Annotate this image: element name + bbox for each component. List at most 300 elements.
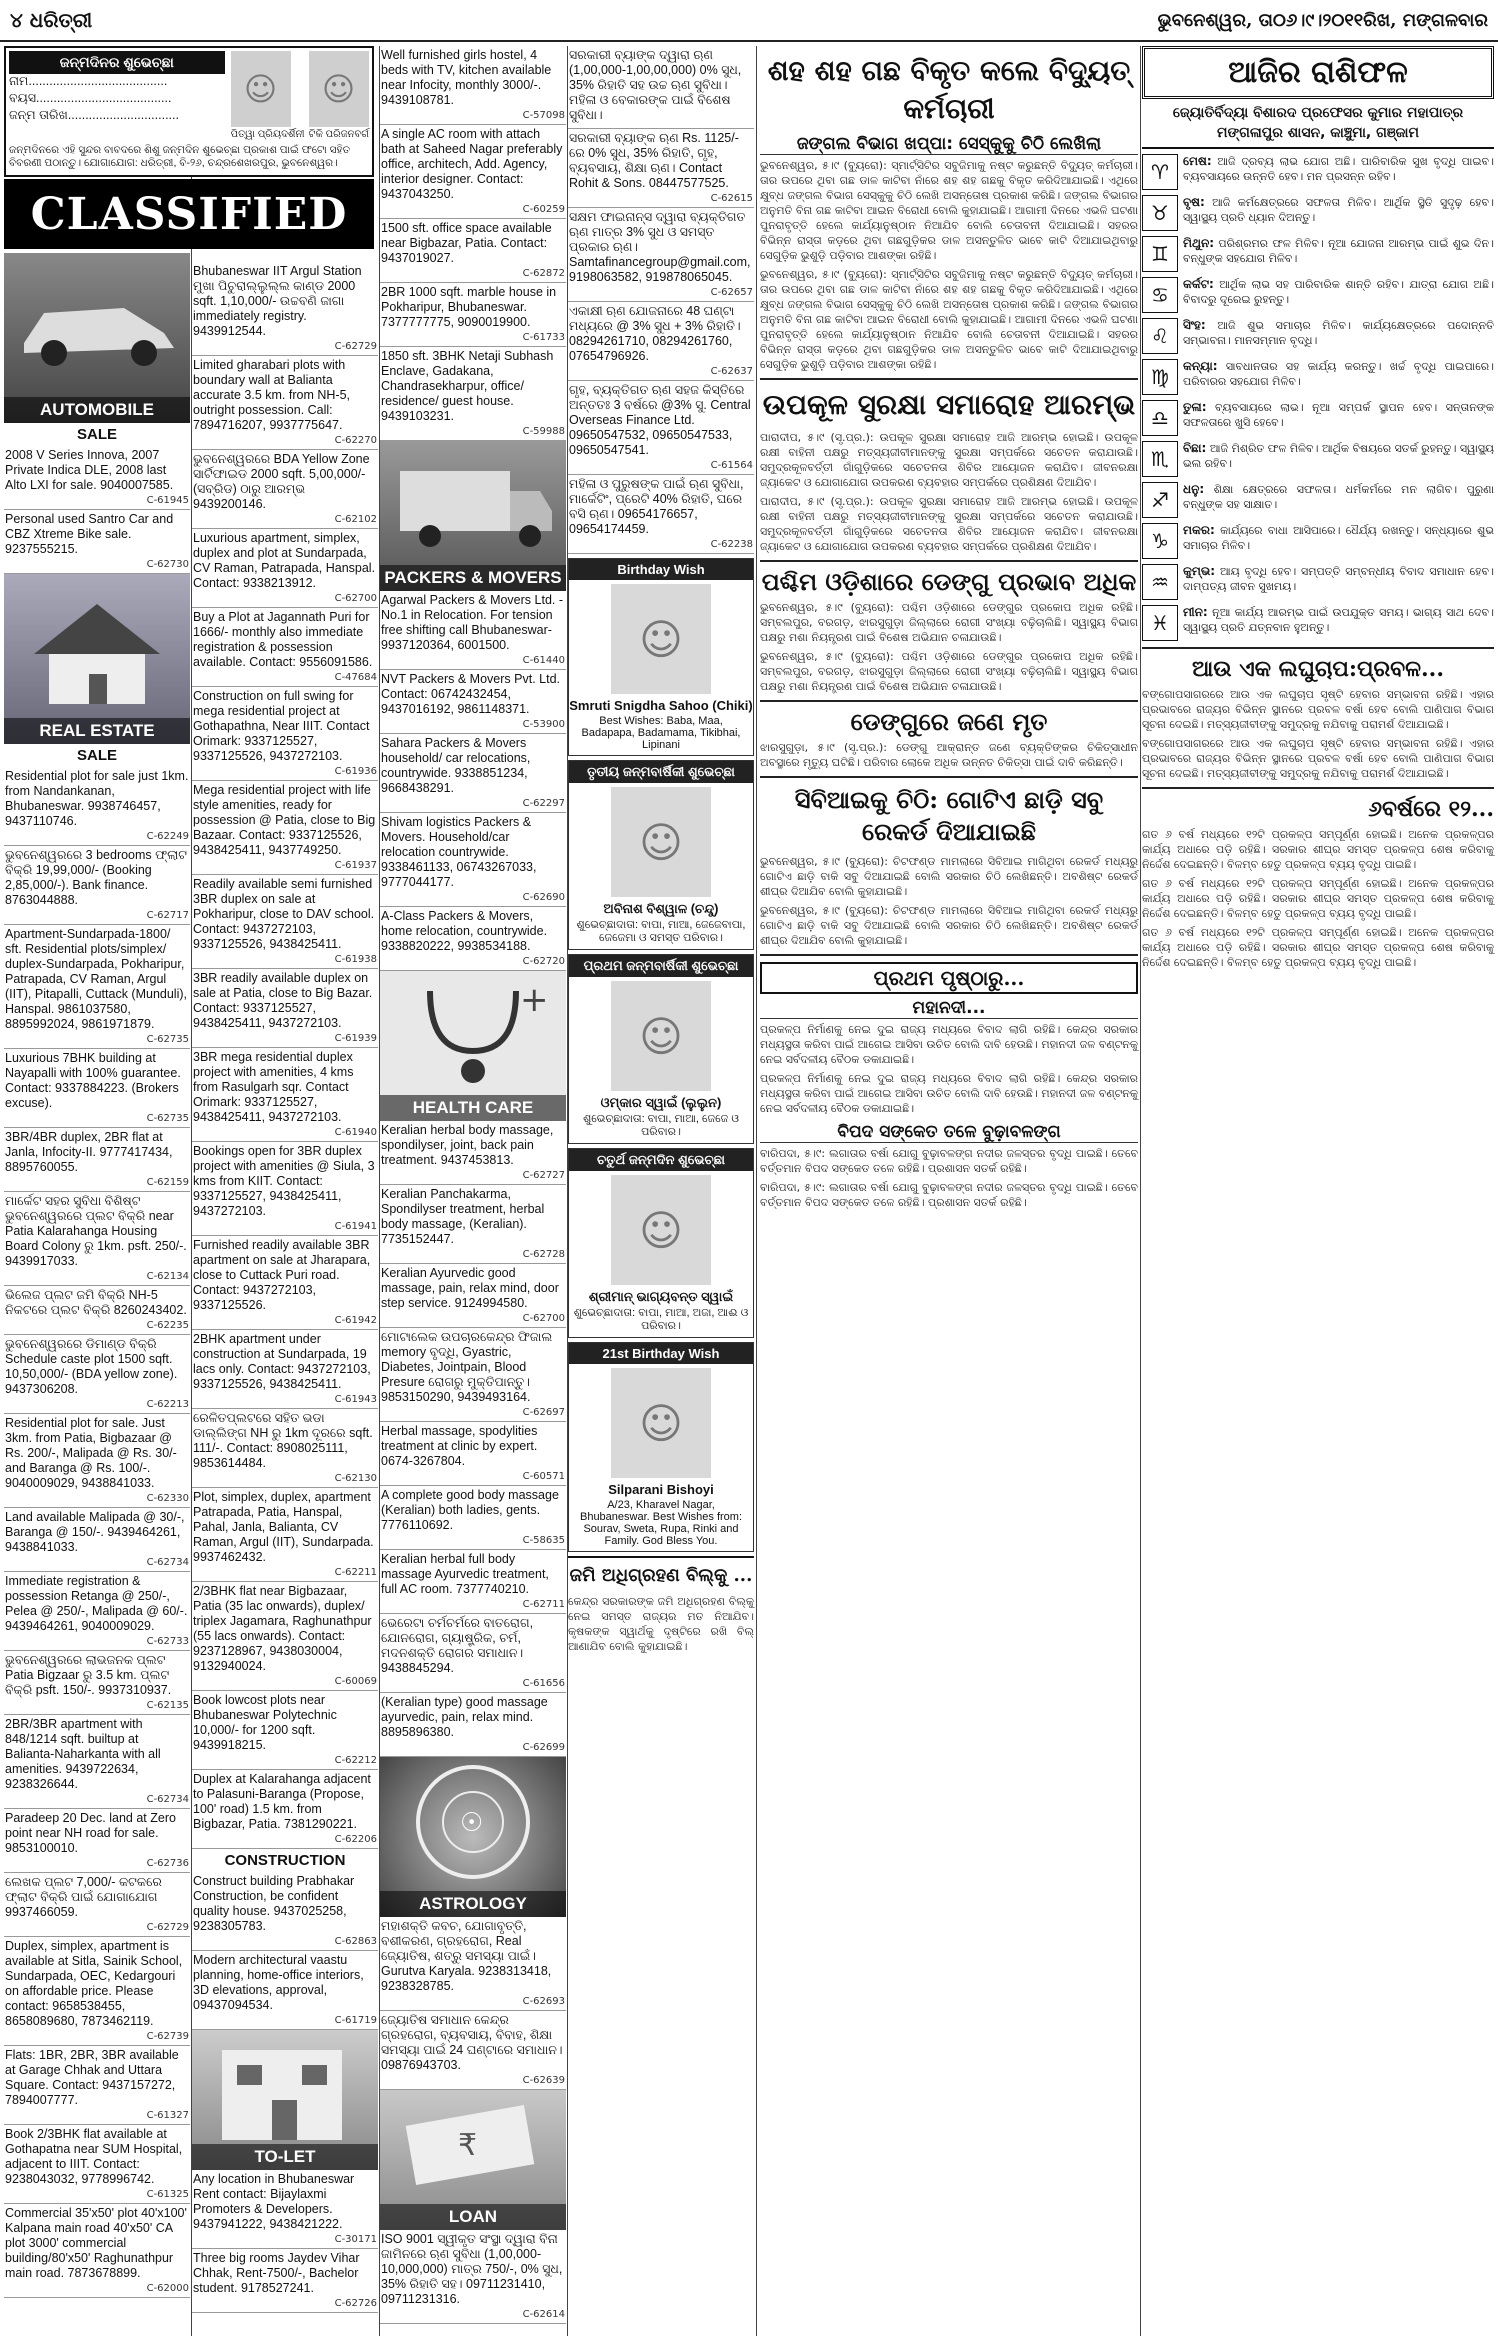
ad-code: C-59988 — [522, 426, 565, 437]
ad-text: Agarwal Packers & Movers Ltd. - No.1 in Relocation. For tension free shifting call Bhubaneswar- 9937120364, 6001500. — [381, 593, 564, 652]
ad-text: Residential plot for sale. Just 3km. from Patia, Bigbazaar @ Rs. 200/-, Malipada @ Rs. 30/- and Baranga @ Rs. 100/-. 9040009029, 9438841033. — [5, 1416, 177, 1490]
classified-ad — [192, 262, 378, 356]
classified-ad — [380, 283, 566, 347]
ad-text: Luxurious 7BHK building at Nayapalli with 100% guarantee. Contact: 9337884223. (Brokers excuse). — [5, 1051, 181, 1110]
zodiac-prediction: ଆର୍ଥିକ ଲାଭ ସହ ପାରିବାରିକ ଶାନ୍ତି ରହିବ। ଯାତ୍ରା ଯୋଗ ଅଛି। ବିବାଦରୁ ଦୂରେଇ ରୁହନ୍ତୁ। — [1183, 278, 1495, 306]
classified-ad — [380, 1486, 566, 1550]
ad-code: C-60069 — [334, 1676, 377, 1687]
house-icon — [4, 574, 190, 714]
zodiac-entry — [1142, 154, 1494, 190]
ad-text: ମହିଳା ଓ ପୁରୁଷଙ୍କ ପାଇଁ ଋଣ ସୁବିଧା, ମାର୍କେଟିଂ, ପ୍ରେଟି 40% ରିହାତି, ଘରେ ବସି ଋଣ। 09654176657, 09654174459. — [569, 477, 744, 536]
ad-text: ସକ୍ଷମ ଫାଇନାନ୍ସ ଦ୍ୱାରା ବ୍ୟକ୍ତିଗତ ଋଣ ମାତ୍ର 3% ସୁଧ ଓ ସମସ୍ତ ପ୍ରକାର ଋଣ। Samtafinancegroup@gmail.com, 9198063582, 919878065045. — [569, 210, 751, 284]
to-let-image — [192, 2030, 378, 2170]
real-estate-image — [4, 574, 190, 744]
classified-ad — [192, 1770, 378, 1849]
ad-code: C-62735 — [146, 1034, 189, 1045]
classified-ad — [380, 1693, 566, 1757]
birthday-form — [4, 46, 374, 177]
astrology-image — [380, 1757, 566, 1917]
zodiac-name: କନ୍ୟା: — [1183, 359, 1218, 373]
divider — [1142, 787, 1494, 789]
zodiac-name: ଧନୁ: — [1183, 482, 1205, 496]
classified-ad — [380, 1264, 566, 1328]
ad-text: Commercial 35'x50' plot 40'x100' Kalpana main road 40'x50' CA plot 3000' commercial building/80'x50' Raghunathpur main road. 7873678899. — [5, 2206, 187, 2280]
ad-text: ଭିଲେଜ ପ୍ଲଟ ଜମି ବିକ୍ରି NH-5 ନିକଟରେ ପ୍ଲଟ ବିକ୍ରି 8260243402. — [5, 1288, 187, 1317]
classified-ad — [192, 875, 378, 969]
story1-subhead: ଜଙ୍ଗଲ ବିଭାଗ ଖପ୍ପା: ସେସ୍କୁକୁ ଚିଠି ଲେଖିଲା — [760, 134, 1138, 155]
ad-code: C-62330 — [146, 1493, 189, 1504]
classified-ad — [380, 2011, 566, 2090]
ad-text: ଜ୍ୟୋତିଷ ସମାଧାନ କେନ୍ଦ୍ର ଗ୍ରହରୋଗ, ବ୍ୟବସାୟ, ବିବାହ, ଶିକ୍ଷା ସମସ୍ୟା ପାଇଁ 24 ଘଣ୍ଟାରେ ସମାଧାନ। 09876943703. — [381, 2013, 563, 2072]
ad-text: ମୋଟାଲେକ ଉପଚାରକେନ୍ଦ୍ର ଫିଜାଲ memory ବୃଦ୍ଧି, Gyastric, Diabetes, Jointpain, Blood Presure ରୋଗରୁ ମୁକ୍ତିପାନ୍ତୁ। 9853150290, 9439493164. — [381, 1330, 553, 1404]
wish-name: ଅବିନାଶ ବିଶ୍ୱାଳ (ଚନ୍ଦୁ) — [603, 901, 719, 916]
zodiac-name: ସିଂହ: — [1183, 318, 1206, 332]
ad-code: C-62130 — [334, 1473, 377, 1484]
ad-code: C-62615 — [710, 193, 753, 204]
rashifal-column — [1142, 46, 1494, 2336]
zodiac-sign-icon: ♐ — [1142, 482, 1178, 518]
zodiac-sign-icon: ♎ — [1142, 400, 1178, 436]
zodiac-prediction: ବ୍ୟବସାୟରେ ଲାଭ। ନୂଆ ସମ୍ପର୍କ ସ୍ଥାପନ ହେବ। ସନ୍ତାନଙ୍କ ସଫଳତାରେ ଖୁସି ହେବେ। — [1183, 401, 1495, 429]
classified-ad — [380, 1550, 566, 1614]
building-icon — [192, 2030, 378, 2150]
ad-text: 1500 sft. office space available near Bigbazar, Patia. Contact: 9437019027. — [381, 221, 552, 265]
zodiac-sign-icon: ♊ — [1142, 236, 1178, 272]
zodiac-text — [1183, 482, 1494, 518]
ad-code: C-62717 — [146, 910, 189, 921]
birthday-wish-card — [568, 558, 754, 756]
wish-title: ପ୍ରଥମ ଜନ୍ମବାର୍ଷିକୀ ଶୁଭେଚ୍ଛା — [569, 955, 753, 977]
sale-heading: SALE — [76, 426, 117, 443]
zodiac-entry — [1142, 564, 1494, 600]
classified-ad — [568, 129, 754, 208]
currency-icon — [380, 2090, 566, 2200]
dateline: ଭୁବନେଶ୍ୱର, ତା୦୬।୯।୨୦୧୧ରିଖ, ମଙ୍ଗଳବାର — [1157, 9, 1488, 31]
page-label: ୪ ଧରିତ୍ରୀ — [10, 8, 93, 32]
land-notice-body: କେନ୍ଦ୍ର ସରକାରଙ୍କ ଜମି ଅଧିଗ୍ରହଣ ବିଲ୍କୁ ନେଇ ସମସ୍ତ ରାଜ୍ୟର ମତ ନିଆଯିବ। କୃଷକଙ୍କ ସ୍ୱାର୍ଥକୁ ଦୃଷ୍ଟିରେ ରଖି ବିଲ୍ ଆଣାଯିବ ବୋଲି କୁହାଯାଇଛି। — [568, 1595, 754, 1653]
classified-ad — [192, 1691, 378, 1770]
ad-text: ସରକାରୀ ବ୍ୟାଙ୍କ ଋଣ Rs. 1125/- ରେ 0% ସୁଧ, 35% ରିହାତି, ଗୃହ, ବ୍ୟବସାୟ, ଶିକ୍ଷା ଋଣ। Contact Rohit & Sons. 08447577525. — [569, 131, 739, 190]
ad-text: Limited gharabari plots with boundary wall at Balianta accurate 3.5 km. from NH-5, outright possession. Call: 7894716207, 9937775647. — [193, 358, 350, 432]
ad-code: C-62657 — [710, 287, 753, 298]
zodiac-entry — [1142, 318, 1494, 354]
zodiac-text — [1183, 400, 1494, 436]
zodiac-text — [1183, 236, 1494, 272]
ad-text: 3BR/4BR duplex, 2BR flat at Janla, Infocity-II. 9777417434, 8895760055. — [5, 1130, 173, 1174]
story5-body: ଭୁବନେଶ୍ୱର, ୫।୯ (ବ୍ୟୁରୋ): ଚିଟଫଣ୍ଡ ମାମଲାରେ ସିବିଆଇ ମାଗିଥିବା ରେକର୍ଡ ମଧ୍ୟରୁ ଗୋଟିଏ ଛାଡ଼ି ବାକି ସବୁ ଦିଆଯାଇଛି ବୋଲି ସରକାର ଚିଠି ଲେଖିଛନ୍ତି। ଅବଶିଷ୍ଟ ରେକର୍ଡ ଶୀଘ୍ର ଦିଆଯିବ ବୋଲି କୁହାଯାଇଛି। — [760, 904, 1138, 947]
ad-text: ଭୁବନେଶ୍ୱରରେ ଡିମାଣ୍ଡ ବିକ୍ରି Schedule caste plot 1500 sqft. 10,50,000/- (BDA yellow zone). 9437306208. — [5, 1337, 178, 1396]
zodiac-entry — [1142, 605, 1494, 641]
classified-ad — [192, 356, 378, 450]
classified-ad — [192, 2249, 378, 2313]
classified-ad — [380, 813, 566, 907]
story2-headline: ଉପକୂଳ ସୁରକ୍ଷା ସମାରୋହ ଆରମ୍ଭ — [762, 388, 1136, 421]
wish-name: ଶ୍ରୀମାନ୍ ଭାଗ୍ୟବନ୍ତ ସ୍ୱାଇଁ — [588, 1289, 734, 1304]
ad-code: C-62693 — [522, 1996, 565, 2007]
svg-text:₹: ₹ — [458, 2128, 478, 2163]
classified-ad — [4, 1937, 190, 2046]
ad-text: Flats: 1BR, 2BR, 3BR available at Garage Chhak and Uttara Square. Contact: 9437157272, 7894007777. — [5, 2048, 179, 2107]
zodiac-text — [1183, 605, 1494, 641]
automobile-image — [4, 253, 190, 423]
ad-code: C-62639 — [522, 2075, 565, 2086]
ad-text: Furnished readily available 3BR apartment on sale at Jharapara, close to Cuttack Puri road. Contact: 9437272103, 9337125526. — [193, 1238, 371, 1312]
zodiac-sign-icon: ♈ — [1142, 154, 1178, 190]
birthday-form-title: ଜନ୍ମଦିନର ଶୁଭେଚ୍ଛା — [9, 51, 225, 74]
svg-text:+: + — [520, 980, 549, 1020]
zodiac-name: କୁମ୍ଭ: — [1183, 564, 1216, 578]
ad-code: C-62735 — [146, 1113, 189, 1124]
wish-sub: ଶୁଭେଚ୍ଛାଦାତା: ବାପା, ମାଆ, ଜେଜେ ଓ ପରିବାର। — [583, 1113, 739, 1138]
rashifal-title: ଆଜିର ରାଶିଫଳ — [1142, 46, 1494, 99]
column-rule — [1140, 46, 1141, 2336]
ad-text: ସରକାରୀ ବ୍ୟାଙ୍କ ଦ୍ୱାରା ଋଣ (1,00,000-1,00,00,000) 0% ସୁଧ, 35% ରିହାତି ସହ ଉଚ୍ଚ ଋଣ ସୁବିଧା। ମହିଳା ଓ ବେକାରଙ୍କ ପାଇଁ ବିଶେଷ ସୁବିଧା। — [569, 48, 742, 122]
ad-code: C-62727 — [522, 1170, 565, 1181]
ad-code: C-62238 — [710, 539, 753, 550]
story3-body: ଭୁବନେଶ୍ୱର, ୫।୯ (ବ୍ୟୁରୋ): ପଶ୍ଚିମ ଓଡ଼ିଶାରେ ଡେଙ୍ଗୁର ପ୍ରକୋପ ଅଧିକ ରହିଛି। ସମ୍ବଲପୁର, ବରଗଡ଼, ଝାରସୁଗୁଡ଼ା ଜିଲ୍ଲାରେ ରୋଗୀ ସଂଖ୍ୟା ବଢ଼ିଚାଲିଛି। ସ୍ୱାସ୍ଥ୍ୟ ବିଭାଗ ପକ୍ଷରୁ ମଶା ନିୟନ୍ତ୍ରଣ ପାଇଁ ବିଶେଷ ଅଭିଯାନ ଚଳାଯାଉଛି। — [760, 650, 1138, 693]
story1-body: ଭୁବନେଶ୍ୱର, ୫।୯ (ବ୍ୟୁରୋ): ସ୍ମାର୍ଟ୍‌ସିଟିର ସବୁଜିମାକୁ ନଷ୍ଟ କରୁଛନ୍ତି ବିଦ୍ୟୁତ୍ କର୍ମଚାରୀ। ତାର ଉପରେ ଥିବା ଗଛ ଡାଳ କାଟିବା ନାଁରେ ଶହ ଶହ ଗଛକୁ ବିକୃତ କରିଦିଆଯାଇଛି। ଏଥିରେ କ୍ଷୁବ୍ଧ ଜଙ୍ଗଲ ବିଭାଗ ସେସ୍କୁକୁ ଚିଠି ଲେଖି ଅସନ୍ତୋଷ ପ୍ରକାଶ କରିଛି। ଜଙ୍ଗଲ ବିଭାଗର ଅନୁମତି ବିନା ଗଛ କାଟିବା ଆଇନ ବିରୋଧୀ ବୋଲି କୁହାଯାଇଛି। ଆଗାମୀ ଦିନରେ ଏଭଳି ଘଟଣା ପୁନରାବୃତ୍ତି ହେଲେ କାର୍ଯ୍ୟାନୁଷ୍ଠାନ ନିଆଯିବ ବୋଲି ଚେତାବନୀ ଦିଆଯାଇଛି। ସହରର ବିଭିନ୍ନ ରାସ୍ତା କଡ଼ରେ ଥିବା ଗଛଗୁଡ଼ିକର ଡାଳ ଅସନ୍ତୁଳିତ ଭାବେ କାଟି ଦିଆଯାଇଥିବାରୁ ସେଗୁଡ଼ିକ ଭୁଶୁଡ଼ି ପଡ଼ିବାର ଆଶଙ୍କା ରହିଛି। — [760, 268, 1138, 371]
ad-text: Buy a Plot at Jagannath Puri for 1666/- monthly also immediate registration & possession available. Contact: 9556091586. — [193, 610, 373, 669]
health-care-image — [380, 971, 566, 1121]
ad-code: C-62614 — [522, 2309, 565, 2320]
ad-text: Duplex at Kalarahanga adjacent to Palasuni-Baranga (Propose, 100' road) 1.5 km. from Bigbazar, Patia. 7381290221. — [193, 1772, 371, 1831]
ad-code: C-60571 — [522, 1471, 565, 1482]
classified-ad — [192, 2170, 378, 2249]
wish-name: Smruti Snigdha Sahoo (Chiki) — [569, 698, 753, 713]
ad-code: C-62213 — [146, 1399, 189, 1410]
classified-ad — [380, 219, 566, 283]
classified-ad — [192, 1048, 378, 1142]
ad-code: C-30171 — [334, 2234, 377, 2245]
jump-body: ପ୍ରକଳ୍ପ ନିର୍ମାଣକୁ ନେଇ ଦୁଇ ରାଜ୍ୟ ମଧ୍ୟରେ ବିବାଦ ଲାଗି ରହିଛି। କେନ୍ଦ୍ର ସରକାର ମଧ୍ୟସ୍ଥତା କରିବା ପାଇଁ ଆଗେଇ ଆସିବା ଉଚିତ ବୋଲି ଦାବି ହେଉଛି। ମହାନଦୀ ଜଳ ବଣ୍ଟନକୁ ନେଇ ସର୍ବଦଳୀୟ ବୈଠକ ଡକାଯାଇଛି। — [760, 1072, 1138, 1115]
ad-text: Keralian herbal body massage, spondilyser, joint, back pain treatment. 9437453813. — [381, 1123, 554, 1167]
ad-text: 2008 V Series Innova, 2007 Private Indica DLE, 2008 last Alto LXI for sale. 9040007585. — [5, 448, 174, 492]
ad-code: C-62711 — [522, 1599, 565, 1610]
ad-code: C-62734 — [146, 1794, 189, 1805]
classified-ad — [4, 2046, 190, 2125]
automobile-label: AUTOMOBILE — [4, 397, 190, 423]
car-icon — [4, 253, 190, 393]
ad-code: C-62102 — [334, 514, 377, 525]
person-photo: ☺ — [611, 1368, 711, 1478]
story3-headline: ପଶ୍ଚିମ ଓଡ଼ିଶାରେ ଡେଙ୍ଗୁ ପ୍ରଭାବ ଅଧିକ — [761, 567, 1137, 596]
ad-text: Sahara Packers & Movers household/ car relocations, countrywide. 9338851234, 9668438291. — [381, 736, 531, 795]
classified-ad — [380, 125, 566, 219]
ad-text: 3BR mega residential duplex project with amenities, 4 kms from Rasulgarh sqr. Contact Orimark: 9337125527, 9438425411, 9437272103. — [193, 1050, 354, 1124]
photo-caption: ଟିକି ପରିଜନବର୍ଗ — [308, 129, 369, 140]
divider — [760, 954, 1138, 956]
classified-ad — [380, 1121, 566, 1185]
ad-code: C-61719 — [334, 2015, 377, 2026]
ad-text: ମହାଶକ୍ତି କବଚ, ଯୋଗାବୃତ୍ତି, ବଶୀକରଣ, ଗ୍ରହରୋଗ, Real ଜ୍ୟୋତିଷ, ଶତ୍ରୁ ସମସ୍ୟା ପାଇଁ। Gurutva Karyala. 9238313418, 9238328785. — [381, 1919, 552, 1993]
ad-code: C-61941 — [334, 1221, 377, 1232]
jump-heading: ପ୍ରଥମ ପୃଷ୍ଠାରୁ... — [760, 962, 1138, 994]
story1-headline: ଶହ ଶହ ଗଛ ବିକୃତ କଲେ ବିଦ୍ୟୁତ୍ କର୍ମଚାରୀ — [767, 54, 1131, 125]
wish-name: Silparani Bishoyi — [608, 1482, 714, 1497]
ad-code: C-62211 — [334, 1567, 377, 1578]
ad-code: C-61656 — [522, 1678, 565, 1689]
ad-code: C-62297 — [522, 798, 565, 809]
ad-code: C-61564 — [710, 460, 753, 471]
classified-ad — [4, 1414, 190, 1508]
column-rule — [756, 46, 757, 2336]
stethoscope-icon — [380, 971, 566, 1091]
classified-ad — [192, 608, 378, 687]
child-photo: ☺ — [611, 787, 711, 897]
zodiac-text — [1183, 277, 1494, 313]
classified-ad — [192, 1409, 378, 1488]
ad-text: Mega residential project with life style amenities, ready for possession @ Patia, close to Big Bazaar. Contact: 9337125526, 9438425411, 9437749250. — [193, 783, 376, 857]
wish-title: 21st Birthday Wish — [569, 1343, 753, 1364]
ad-code: C-62135 — [146, 1700, 189, 1711]
classified-ad — [4, 1715, 190, 1809]
zodiac-entry — [1142, 482, 1494, 518]
classified-ad — [4, 1049, 190, 1128]
classified-ad — [192, 1142, 378, 1236]
ad-code: C-62700 — [522, 1313, 565, 1324]
ad-code: C-62699 — [522, 1742, 565, 1753]
ad-code: C-61942 — [334, 1315, 377, 1326]
land-notice-title: ଜମି ଅଧିଗ୍ରହଣ ବିଲ୍କୁ ... — [569, 1565, 753, 1586]
sale-heading: SALE — [76, 747, 117, 764]
ad-text: Land available Malipada @ 30/-, Baranga @ 150/-. 9439464261, 9438841033. — [5, 1510, 185, 1554]
ad-code: C-60259 — [522, 204, 565, 215]
ad-text: Bookings open for 3BR duplex project with amenities @ Siula, 3 kms from KIIT. Contact: 9337125527, 9438425411, 9437272103. — [193, 1144, 375, 1218]
story-body: ଗତ ୬ ବର୍ଷ ମଧ୍ୟରେ ୧୨ଟି ପ୍ରକଳ୍ପ ସମ୍ପୂର୍ଣ୍ଣ ହୋଇଛି। ଅନେକ ପ୍ରକଳ୍ପର କାର୍ଯ୍ୟ ଅଧାରେ ପଡ଼ି ରହିଛି। ସରକାର ଶୀଘ୍ର ସମସ୍ତ ପ୍ରକଳ୍ପ ଶେଷ କରିବାକୁ ନିର୍ଦ୍ଦେଶ ଦେଇଛନ୍ତି। ବିଳମ୍ବ ହେତୁ ପ୍ରକଳ୍ପ ବ୍ୟୟ ବୃଦ୍ଧି ପାଇଛି। — [1142, 877, 1494, 920]
classified-banner: CLASSIFIED — [4, 179, 374, 249]
form-note: ଜନ୍ମଦିନରେ ଏହି ସୁନ୍ଦର ବାବଦରେ ଶିଶୁ ଜନ୍ମଦିନ ଶୁଭେଚ୍ଛା ପ୍ରକାଶ ପାଇଁ ଫଟୋ ସହିତ ବିବରଣୀ ପଠାନ୍ତୁ। ଯୋଗାଯୋଗ: ଧରିତ୍ରୀ, ବି-୨୬, ଚନ୍ଦ୍ରଶେଖରପୁର, ଭୁବନେଶ୍ୱର। — [9, 144, 351, 169]
ad-code: C-62734 — [146, 1557, 189, 1568]
ad-code: C-62697 — [522, 1407, 565, 1418]
ad-code: C-62739 — [146, 2031, 189, 2042]
ad-code: C-62249 — [146, 831, 189, 842]
classified-ad — [4, 767, 190, 846]
zodiac-entry — [1142, 359, 1494, 395]
zodiac-entry — [1142, 523, 1494, 559]
classified-ad — [568, 475, 754, 554]
zodiac-prediction: ଆଜି ଦ୍ରବ୍ୟ ଲାଭ ଯୋଗ ଅଛି। ପାରିବାରିକ ସୁଖ ବୃଦ୍ଧି ପାଇବ। ବ୍ୟବସାୟରେ ଉନ୍ନତି ହେବ। ମନ ପ୍ରସନ୍ନ ରହିବ। — [1183, 155, 1494, 183]
classified-ad — [192, 1488, 378, 1582]
classified-ad — [380, 1328, 566, 1422]
news-column — [760, 46, 1138, 2336]
wish-title: Birthday Wish — [569, 559, 753, 580]
classified-ad — [380, 1917, 566, 2011]
astrology-label: ASTROLOGY — [380, 1891, 566, 1917]
zodiac-text — [1183, 564, 1494, 600]
weather-body: ବଙ୍ଗୋପସାଗରରେ ଆଉ ଏକ ଲଘୁଚାପ ସୃଷ୍ଟି ହେବାର ସମ୍ଭାବନା ରହିଛି। ଏହାର ପ୍ରଭାବରେ ରାଜ୍ୟର ବିଭିନ୍ନ ସ୍ଥାନରେ ପ୍ରବଳ ବର୍ଷା ହେବ ବୋଲି ପାଣିପାଗ ବିଭାଗ ସୂଚନା ଦେଇଛି। ମତ୍ସ୍ୟଜୀବୀଙ୍କୁ ସମୁଦ୍ରକୁ ନଯିବାକୁ ପରାମର୍ଶ ଦିଆଯାଇଛି। — [1142, 688, 1494, 731]
zodiac-name: ବୃଷ: — [1183, 195, 1205, 209]
classified-ad — [4, 925, 190, 1049]
classified-ad — [192, 1582, 378, 1691]
zodiac-prediction: ପରିଶ୍ରମର ଫଳ ମିଳିବ। ନୂଆ ଯୋଜନା ଆରମ୍ଭ ପାଇଁ ଶୁଭ ଦିନ। ବନ୍ଧୁଙ୍କ ସହଯୋଗ ମିଳିବ। — [1183, 237, 1494, 265]
classified-ad — [380, 347, 566, 441]
ad-text: 3BR readily available duplex on sale at Patia, close to Big Bazar. Contact: 9337125527, 9438425411, 9437272103. — [193, 971, 373, 1030]
wish-sub: ଶୁଭେଚ୍ଛାଦାତା: ବାପା, ମାଆ, ଅଜା, ଆଈ ଓ ପରିବାର। — [573, 1307, 749, 1332]
classified-ad — [380, 591, 566, 670]
ad-code: C-62872 — [522, 268, 565, 279]
ad-text: Three big rooms Jaydev Vihar Chhak, Rent-7500/-, Bachelor student. 9178527241. — [193, 2251, 360, 2295]
wish-sub: Best Wishes: Baba, Maa, Badapapa, Badamama, Tikibhai, Lipinani — [581, 715, 741, 751]
ad-text: 2/3BHK flat near Bigbazaar, Patia (35 lac onwards), duplex/ triplex Jagamara, Raghunathpur (55 lacs onwards). Contact: 9237128967, 9438030004, 9132940024. — [193, 1584, 372, 1673]
classified-ad — [4, 1873, 190, 1937]
ad-code: C-61940 — [334, 1127, 377, 1138]
ad-code: C-62730 — [146, 559, 189, 570]
ad-code: C-62270 — [334, 435, 377, 446]
classified-ad — [380, 734, 566, 813]
zodiac-prediction: କାର୍ଯ୍ୟରେ ବାଧା ଆସିପାରେ। ଧୈର୍ଯ୍ୟ ରଖନ୍ତୁ। ସନ୍ଧ୍ୟାରେ ଶୁଭ ସମାଚାର ମିଳିବ। — [1183, 524, 1495, 552]
child-photo: ☺ — [611, 1175, 711, 1285]
ad-text: ISO 9001 ସ୍ୱୀକୃତ ସଂସ୍ଥା ଦ୍ୱାରା ବିନା ଜାମିନରେ ଋଣ ସୁବିଧା (1,00,000-10,000,000) ମାତ୍ର 750/-, 0% ସୁଧ, 35% ରିହାତି ସହ। 09711231410, 09711231316. — [381, 2232, 563, 2306]
child-photo: ☺ — [611, 981, 711, 1091]
wish-title: ତୃତୀୟ ଜନ୍ମବାର୍ଷିକୀ ଶୁଭେଚ୍ଛା — [569, 761, 753, 783]
zodiac-sign-icon: ♓ — [1142, 605, 1178, 641]
zodiac-sign-icon: ♍ — [1142, 359, 1178, 395]
classified-ad — [4, 1128, 190, 1192]
ad-text: Modern architectural vaastu planning, home-office interiors, 3D elevations, approval, 09437094534. — [193, 1953, 364, 2012]
divider — [760, 378, 1138, 380]
jump2-body: ବାରିପଦା, ୫।୯: ଲଗାତାର ବର୍ଷା ଯୋଗୁ ବୁଢ଼ାବଳଙ୍ଗ ନଦୀର ଜଳସ୍ତର ବୃଦ୍ଧି ପାଇଛି। ତେବେ ବର୍ତ୍ତମାନ ବିପଦ ସଙ୍କେତ ତଳେ ରହିଛି। ପ୍ରଶାସନ ସତର୍କ ରହିଛି। — [760, 1147, 1138, 1175]
divider — [760, 700, 1138, 702]
ad-text: Keralian herbal full body massage Ayurvedic treatment, full AC room. 7377740210. — [381, 1552, 549, 1596]
ad-text: Keralian Ayurvedic good massage, pain, relax mind, door step service. 9124994580. — [381, 1266, 559, 1310]
story2-body: ପାରାଦୀପ, ୫।୯ (ସୃ.ପ୍ର.): ଉପକୂଳ ସୁରକ୍ଷା ସମାରୋହ ଆଜି ଆରମ୍ଭ ହୋଇଛି। ଉପକୂଳ ରକ୍ଷୀ ବାହିନୀ ପକ୍ଷରୁ ମତ୍ସ୍ୟଜୀବୀମାନଙ୍କୁ ସୁରକ୍ଷା ସମ୍ପର୍କରେ ସଚେତନ କରାଯାଉଛି। ସମୁଦ୍ରକୂଳବର୍ତ୍ତୀ ଗାଁଗୁଡ଼ିକରେ ସଚେତନତା ଶିବିର ଆୟୋଜନ କରାଯିବ। ଜୀବନରକ୍ଷା ଜ୍ୟାକେଟ ଓ ଯୋଗାଯୋଗ ଉପକରଣ ବ୍ୟବହାର ସମ୍ପର୍କରେ ପ୍ରଶିକ୍ଷଣ ଦିଆଯିବ। — [760, 431, 1138, 489]
ad-text: ମାର୍କେଟ ସହର ସୁବିଧା ବିଶିଷ୍ଟ ଭୁବନେଶ୍ୱରରେ ପ୍ଲଟ ବିକ୍ରି near Patia Kalarahanga Housing Board Colony ରୁ 1km. psft. 250/-. 9439917033. — [5, 1194, 187, 1268]
classified-ad — [380, 1185, 566, 1264]
ad-text: Paradeep 20 Dec. land at Zero point near NH road for sale. 9853100010. — [5, 1811, 176, 1855]
loan-label: LOAN — [380, 2204, 566, 2230]
classified-ad — [380, 46, 566, 125]
ad-code: C-62690 — [522, 892, 565, 903]
zodiac-name: ତୁଳା: — [1183, 400, 1207, 414]
classified-ad — [380, 1422, 566, 1486]
child-photo: ☺ — [231, 51, 291, 127]
ad-text: Readily available semi furnished 3BR duplex on sale at Pokharipur, close to DAV school. Contact: 9437272103, 9337125526, 9438425411. — [193, 877, 375, 951]
classified-column-4 — [568, 46, 754, 2336]
zodiac-name: ମେଷ: — [1183, 154, 1212, 168]
ad-code: C-62000 — [146, 2283, 189, 2294]
land-notice — [568, 1556, 754, 1654]
form-field-dob: ଜନ୍ମ ତାରିଖ................................ — [9, 108, 179, 122]
ad-text: ଭୁବନେଶ୍ୱରରେ ଲାଭଜନକ ପ୍ଲଟ Patia Bigzaar ରୁ 3.5 km. ପ୍ଲଟ ବିକ୍ରି psft. 150/-. 9937310937. — [5, 1653, 172, 1697]
divider — [760, 560, 1138, 562]
ad-code: C-61937 — [334, 860, 377, 871]
zodiac-name: ବିଛା: — [1183, 441, 1207, 455]
zodiac-wheel-icon — [380, 1757, 566, 1892]
classified-ad — [192, 529, 378, 608]
health-care-label: HEALTH CARE — [380, 1095, 566, 1121]
classified-ad — [4, 1286, 190, 1335]
wish-title: ଚତୁର୍ଥ ଜନ୍ମଦିନ ଶୁଭେଚ୍ଛା — [569, 1149, 753, 1171]
ad-code: C-61945 — [146, 495, 189, 506]
story-body: ଗତ ୬ ବର୍ଷ ମଧ୍ୟରେ ୧୨ଟି ପ୍ରକଳ୍ପ ସମ୍ପୂର୍ଣ୍ଣ ହୋଇଛି। ଅନେକ ପ୍ରକଳ୍ପର କାର୍ଯ୍ୟ ଅଧାରେ ପଡ଼ି ରହିଛି। ସରକାର ଶୀଘ୍ର ସମସ୍ତ ପ୍ରକଳ୍ପ ଶେଷ କରିବାକୁ ନିର୍ଦ୍ଦେଶ ଦେଇଛନ୍ତି। ବିଳମ୍ବ ହେତୁ ପ୍ରକଳ୍ପ ବ୍ୟୟ ବୃଦ୍ଧି ପାଇଛି। — [1142, 926, 1494, 969]
ad-text: ଭେରେଟା ଚର୍ମଚର୍ମରେ ବାତରୋଗ, ଯୋନରୋଗ, ଗ୍ୟାଷ୍ଟ୍ରିକ, ଚର୍ମ, ମଦନଶକ୍ତି ରୋଗର ସମାଧାନ। 9438845294. — [381, 1616, 534, 1675]
ad-code: C-61733 — [522, 332, 565, 343]
zodiac-text — [1183, 359, 1494, 395]
ad-code: C-61327 — [146, 2110, 189, 2121]
ad-code: C-58635 — [522, 1535, 565, 1546]
zodiac-entry — [1142, 441, 1494, 477]
classified-ad — [4, 1508, 190, 1572]
birthday-wish-card — [568, 760, 754, 950]
ad-code: C-61943 — [334, 1394, 377, 1405]
ad-text: Plot, simplex, duplex, apartment Patrapada, Patia, Hanspal, Pahal, Janla, Balianta, CV Raman, Argul (IIT), Sundarpada. 9937462432. — [193, 1490, 374, 1564]
ad-text: Book lowcost plots near Bhubaneswar Polytechnic 10,000/- for 1200 sqft. 9439918215. — [193, 1693, 337, 1752]
child-photo: ☺ — [309, 51, 369, 127]
form-field-name: ନାମ........................................ — [9, 74, 168, 88]
classified-ad — [568, 381, 754, 475]
classified-ad — [192, 969, 378, 1048]
story1-body: ଭୁବନେଶ୍ୱର, ୫।୯ (ବ୍ୟୁରୋ): ସ୍ମାର୍ଟ୍‌ସିଟିର ସବୁଜିମାକୁ ନଷ୍ଟ କରୁଛନ୍ତି ବିଦ୍ୟୁତ୍ କର୍ମଚାରୀ। ତାର ଉପରେ ଥିବା ଗଛ ଡାଳ କାଟିବା ନାଁରେ ଶହ ଶହ ଗଛକୁ ବିକୃତ କରିଦିଆଯାଇଛି। ଏଥିରେ କ୍ଷୁବ୍ଧ ଜଙ୍ଗଲ ବିଭାଗ ସେସ୍କୁକୁ ଚିଠି ଲେଖି ଅସନ୍ତୋଷ ପ୍ରକାଶ କରିଛି। ଜଙ୍ଗଲ ବିଭାଗର ଅନୁମତି ବିନା ଗଛ କାଟିବା ଆଇନ ବିରୋଧୀ ବୋଲି କୁହାଯାଇଛି। ଆଗାମୀ ଦିନରେ ଏଭଳି ଘଟଣା ପୁନରାବୃତ୍ତି ହେଲେ କାର୍ଯ୍ୟାନୁଷ୍ଠାନ ନିଆଯିବ ବୋଲି ଚେତାବନୀ ଦିଆଯାଇଛି। ସହରର ବିଭିନ୍ନ ରାସ୍ତା କଡ଼ରେ ଥିବା ଗଛଗୁଡ଼ିକର ଡାଳ ଅସନ୍ତୁଳିତ ଭାବେ କାଟି ଦିଆଯାଇଥିବାରୁ ସେଗୁଡ଼ିକ ଭୁଶୁଡ଼ି ପଡ଼ିବାର ଆଶଙ୍କା ରହିଛି। — [760, 159, 1138, 262]
rashifal-author: ଜ୍ୟୋତିର୍ବିଦ୍ୟା ବିଶାରଦ ପ୍ରଫେସର କୁମାର ମହାପାତ୍ର ମଙ୍ଗଳାପୁର ଶାସନ, କାଞ୍ଚୁମା, ଗଞ୍ଜାମ — [1142, 103, 1494, 149]
packers-image — [380, 441, 566, 591]
ad-text: NVT Packers & Movers Pvt. Ltd. Contact: 06742432454, 9437016192, 9861148371. — [381, 672, 560, 716]
zodiac-sign-icon: ♑ — [1142, 523, 1178, 559]
ad-text: ଗୃହ, ବ୍ୟକ୍ତିଗତ ଋଣ ସହଜ କିସ୍ତିରେ ଅନ୍ତତଃ 3 ବର୍ଷରେ @3% ସୁ. Central Overseas Finance Ltd. 09650547532, 09650547533, 09650547541. — [569, 383, 751, 457]
ad-text: A single AC room with attach bath at Saheed Nagar preferably office, architech, Add. Agency, interior designer. Contact: 9437043250. — [381, 127, 563, 201]
zodiac-sign-icon: ♒ — [1142, 564, 1178, 600]
story5-body: ଭୁବନେଶ୍ୱର, ୫।୯ (ବ୍ୟୁରୋ): ଚିଟଫଣ୍ଡ ମାମଲାରେ ସିବିଆଇ ମାଗିଥିବା ରେକର୍ଡ ମଧ୍ୟରୁ ଗୋଟିଏ ଛାଡ଼ି ବାକି ସବୁ ଦିଆଯାଇଛି ବୋଲି ସରକାର ଚିଠି ଲେଖିଛନ୍ତି। ଅବଶିଷ୍ଟ ରେକର୍ଡ ଶୀଘ୍ର ଦିଆଯିବ ବୋଲି କୁହାଯାଇଛି। — [760, 855, 1138, 898]
ad-text: ରେଳିତପ୍ଲଟରେ ସହିତ ଭଡା ଡାଲ୍ଲିଙ୍ଗ NH ରୁ 1km ଦୂରରେ sqft. 111/-. Contact: 8908025111, 9853614484. — [193, 1411, 373, 1470]
classified-ad — [4, 2125, 190, 2204]
ad-text: A-Class Packers & Movers, home relocation, countrywide. 9338820222, 9938534188. — [381, 909, 548, 953]
ad-code: C-62729 — [334, 341, 377, 352]
zodiac-name: ମୀନ: — [1183, 605, 1208, 619]
divider — [1142, 647, 1494, 649]
ad-code: C-61325 — [146, 2189, 189, 2200]
classified-ad — [192, 450, 378, 529]
classified-column-2 — [192, 262, 378, 2336]
story4-headline: ଡେଙ୍ଗୁରେ ଜଣେ ମୃତ — [850, 707, 1048, 736]
zodiac-sign-icon: ♉ — [1142, 195, 1178, 231]
story-headline: ୬ବର୍ଷରେ ୧୨... — [1368, 796, 1494, 822]
ad-text: 2BR/3BR apartment with 848/1214 sqft. builtup at Balianta-Naharkanta with all amenities. 9439722634, 9238326644. — [5, 1717, 161, 1791]
ad-code: C-62212 — [334, 1755, 377, 1766]
zodiac-prediction: ଆୟ ବୃଦ୍ଧି ହେବ। ସମ୍ପତ୍ତି ସମ୍ବନ୍ଧୀୟ ବିବାଦ ସମାଧାନ ହେବ। ଦାମ୍ପତ୍ୟ ଜୀବନ ସୁଖମୟ। — [1183, 565, 1494, 593]
zodiac-prediction: ଆଜି ଶୁଭ ସମାଚାର ମିଳିବ। କାର୍ଯ୍ୟକ୍ଷେତ୍ରରେ ପଦୋନ୍ନତି ସମ୍ଭାବନା। ମାନସମ୍ମାନ ବୃଦ୍ଧି। — [1183, 319, 1494, 347]
classified-ad — [4, 1651, 190, 1715]
loan-image — [380, 2090, 566, 2230]
ad-code: C-57098 — [522, 110, 565, 121]
classified-ad — [380, 2230, 566, 2324]
zodiac-prediction: ନୂଆ କାର୍ଯ୍ୟ ଆରମ୍ଭ ପାଇଁ ଉପଯୁକ୍ତ ସମୟ। ଭାଗ୍ୟ ସାଥ ଦେବ। ସ୍ୱାସ୍ଥ୍ୟ ପ୍ରତି ଯତ୍ନବାନ ହୁଅନ୍ତୁ। — [1183, 606, 1494, 634]
wish-sub: ଶୁଭେଚ୍ଛାଦାତା: ବାପା, ମାଆ, ଜେଜେବାପା, ଜେଜେମା ଓ ସମସ୍ତ ପରିବାର। — [576, 919, 746, 944]
zodiac-prediction: ସାବଧାନତାର ସହ କାର୍ଯ୍ୟ କରନ୍ତୁ। ଖର୍ଚ୍ଚ ବୃଦ୍ଧି ପାଇପାରେ। ପରିବାରର ସହଯୋଗ ମିଳିବ। — [1183, 360, 1494, 388]
zodiac-prediction: ଆଜି କର୍ମକ୍ଷେତ୍ରରେ ସଫଳତା ମିଳିବ। ଆର୍ଥିକ ସ୍ଥିତି ସୁଦୃଢ଼ ହେବ। ସ୍ୱାସ୍ଥ୍ୟ ପ୍ରତି ଧ୍ୟାନ ଦିଅନ୍ତୁ। — [1183, 196, 1494, 224]
classified-ad — [4, 1572, 190, 1651]
ad-text: ଲେଖକ ପ୍ଲଟ 7,000/- କଟକରେ ଫ୍ଲାଟ ବିକ୍ରି ପାଇଁ ଯୋଗାଯୋଗ 9937466059. — [5, 1875, 162, 1919]
ad-text: Immediate registration & possession Retanga @ 250/-, Pelea @ 250/-, Malipada @ 60/-. 9439464261, 9040009029. — [5, 1574, 188, 1633]
zodiac-entry — [1142, 277, 1494, 313]
ad-text: ଭୁବନେଶ୍ୱରରେ BDA Yellow Zone ସାର୍ଟିଫାଇଡ 2000 sqft. 5,00,000/- (ସବ୍ରିଡ) ଠାରୁ ଆରମ୍ଭ 9439200146. — [193, 452, 370, 511]
wish-sub: A/23, Kharavel Nagar, Bhubaneswar. Best Wishes from: Sourav, Sweta, Rupa, Rinki and Family. God Bless You. — [579, 1499, 742, 1547]
ad-text: Shivam logistics Packers & Movers. Household/car relocation countrywide. 9338461133, 06743267033, 9777044177. — [381, 815, 537, 889]
ad-code: C-61938 — [334, 954, 377, 965]
zodiac-prediction: ଆଜି ମିଶ୍ରିତ ଫଳ ମିଳିବ। ଆର୍ଥିକ ବିଷୟରେ ସତର୍କ ରୁହନ୍ତୁ। ସ୍ୱାସ୍ଥ୍ୟ ଭଲ ରହିବ। — [1183, 442, 1495, 470]
story4-body: ଝାରସୁଗୁଡ଼ା, ୫।୯ (ସୃ.ପ୍ର.): ଡେଙ୍ଗୁ ଆକ୍ରାନ୍ତ ଜଣେ ବ୍ୟକ୍ତିଙ୍କର ଚିକିତ୍ସାଧୀନ ଅବସ୍ଥାରେ ମୃତ୍ୟୁ ଘଟିଛି। ପରିବାର ଲୋକେ ଅଧିକ ଉନ୍ନତ ଚିକିତ୍ସା ପାଇଁ ଦାବି କରିଛନ୍ତି। — [760, 741, 1138, 769]
ad-text: (Keralian type) good massage ayurvedic, pain, relax mind. 8895896380. — [381, 1695, 548, 1739]
ad-text: A complete good body massage (Keralian) both ladies, gents. 7776110692. — [381, 1488, 559, 1532]
classified-column-3 — [380, 46, 566, 2336]
zodiac-sign-icon: ♋ — [1142, 277, 1178, 313]
zodiac-name: କର୍କଟ: — [1183, 277, 1214, 291]
ad-code: C-62235 — [146, 1320, 189, 1331]
ad-text: Any location in Bhubaneswar Rent contact: Bijaylaxmi Promoters & Developers. 9437941222, 9438421222. — [193, 2172, 355, 2231]
form-field-age: ବୟସ....................................... — [9, 91, 172, 105]
classified-ad — [380, 670, 566, 734]
child-photo: ☺ — [611, 584, 711, 694]
ad-code: C-62159 — [146, 1177, 189, 1188]
ad-code: C-62726 — [334, 2298, 377, 2309]
